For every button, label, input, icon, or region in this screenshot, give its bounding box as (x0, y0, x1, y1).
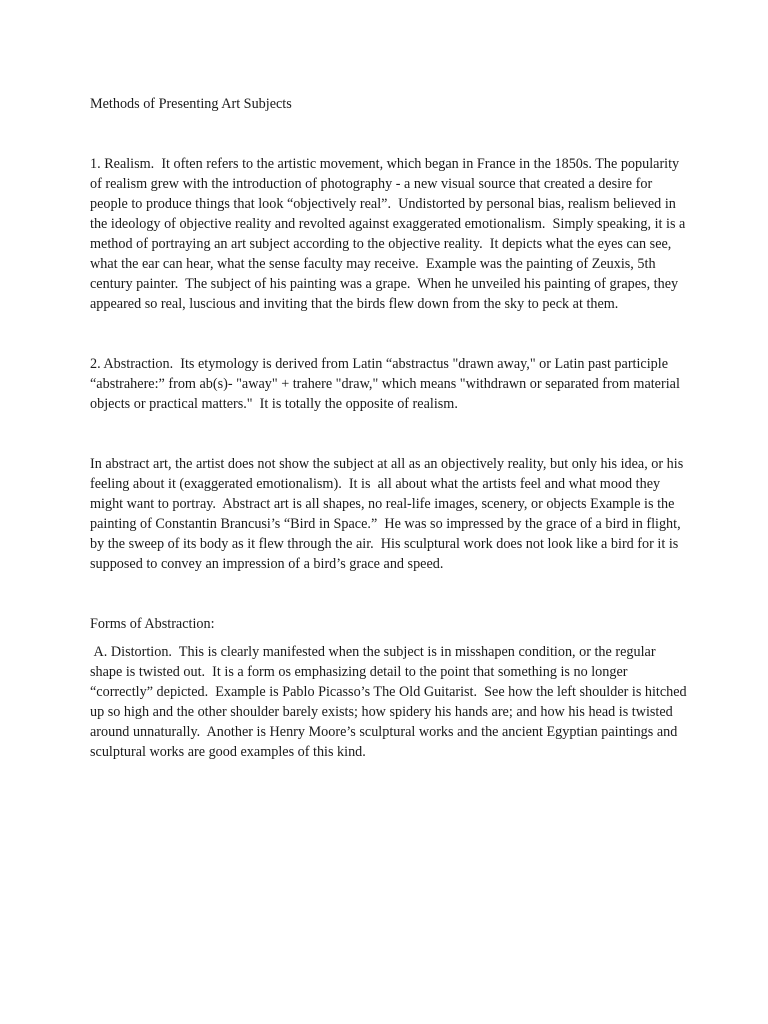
paragraph-abstraction: 2. Abstraction. Its etymology is derived from Latin “abstractus "drawn away," or Latin past participle “abstrahere:” from ab(s)- "away" + trahere "draw," which means "withdrawn or separated from material objects or practical matters." It is totally the opposite of realism. (90, 356, 684, 412)
paragraph-realism: 1. Realism. It often refers to the artistic movement, which began in France in the 1850s. The popularity of realism grew with the introduction of photography - a new visual source that created a desire for people to produce things that look “objectively real”. Undistorted by personal bias, realism believed in the ideology of objective reality and revolted against exaggerated emotionalism. Simply speaking, it is a method of portraying an art subject according to the objective reality. It depicts what the eyes can see, what the ear can hear, what the sense faculty may receive. Example was the painting of Zeuxis, 5th century painter. The subject of his painting was a grape. When he unveiled his painting of grapes, they appeared so real, luscious and inviting that the birds flew down from the sky to peck at them. (90, 156, 689, 312)
forms-of-abstraction-heading: Forms of Abstraction: (90, 616, 215, 632)
document-body (90, 94, 690, 762)
document-title: Methods of Presenting Art Subjects (90, 96, 292, 112)
paragraph-abstract-art: In abstract art, the artist does not show the subject at all as an objectively reality, but only his idea, or his feeling about it (exaggerated emotionalism). It is all about what the artists feel and what mood they might want to portray. Abstract art is all shapes, no real-life images, scenery, or objects Example is the painting of Constantin Brancusi’s “Bird in Space.” He was so impressed by the grace of a bird in flight, by the sweep of its body as it flew through the air. His sculptural work does not look like a bird for it is supposed to convey an impression of a bird’s grace and speed. (90, 456, 687, 572)
paragraph-distortion: A. Distortion. This is clearly manifested when the subject is in misshapen condition, or the regular shape is twisted out. It is a form os emphasizing detail to the point that something is no longer “correctly” depicted. Example is Pablo Picasso’s The Old Guitarist. See how the left shoulder is hitched up so high and the other shoulder barely exists; how spidery his hands are; and how his head is twisted around unnaturally. Another is Henry Moore’s sculptural works and the ancient Egyptian paintings and sculptural works are good examples of this kind. (90, 644, 691, 760)
